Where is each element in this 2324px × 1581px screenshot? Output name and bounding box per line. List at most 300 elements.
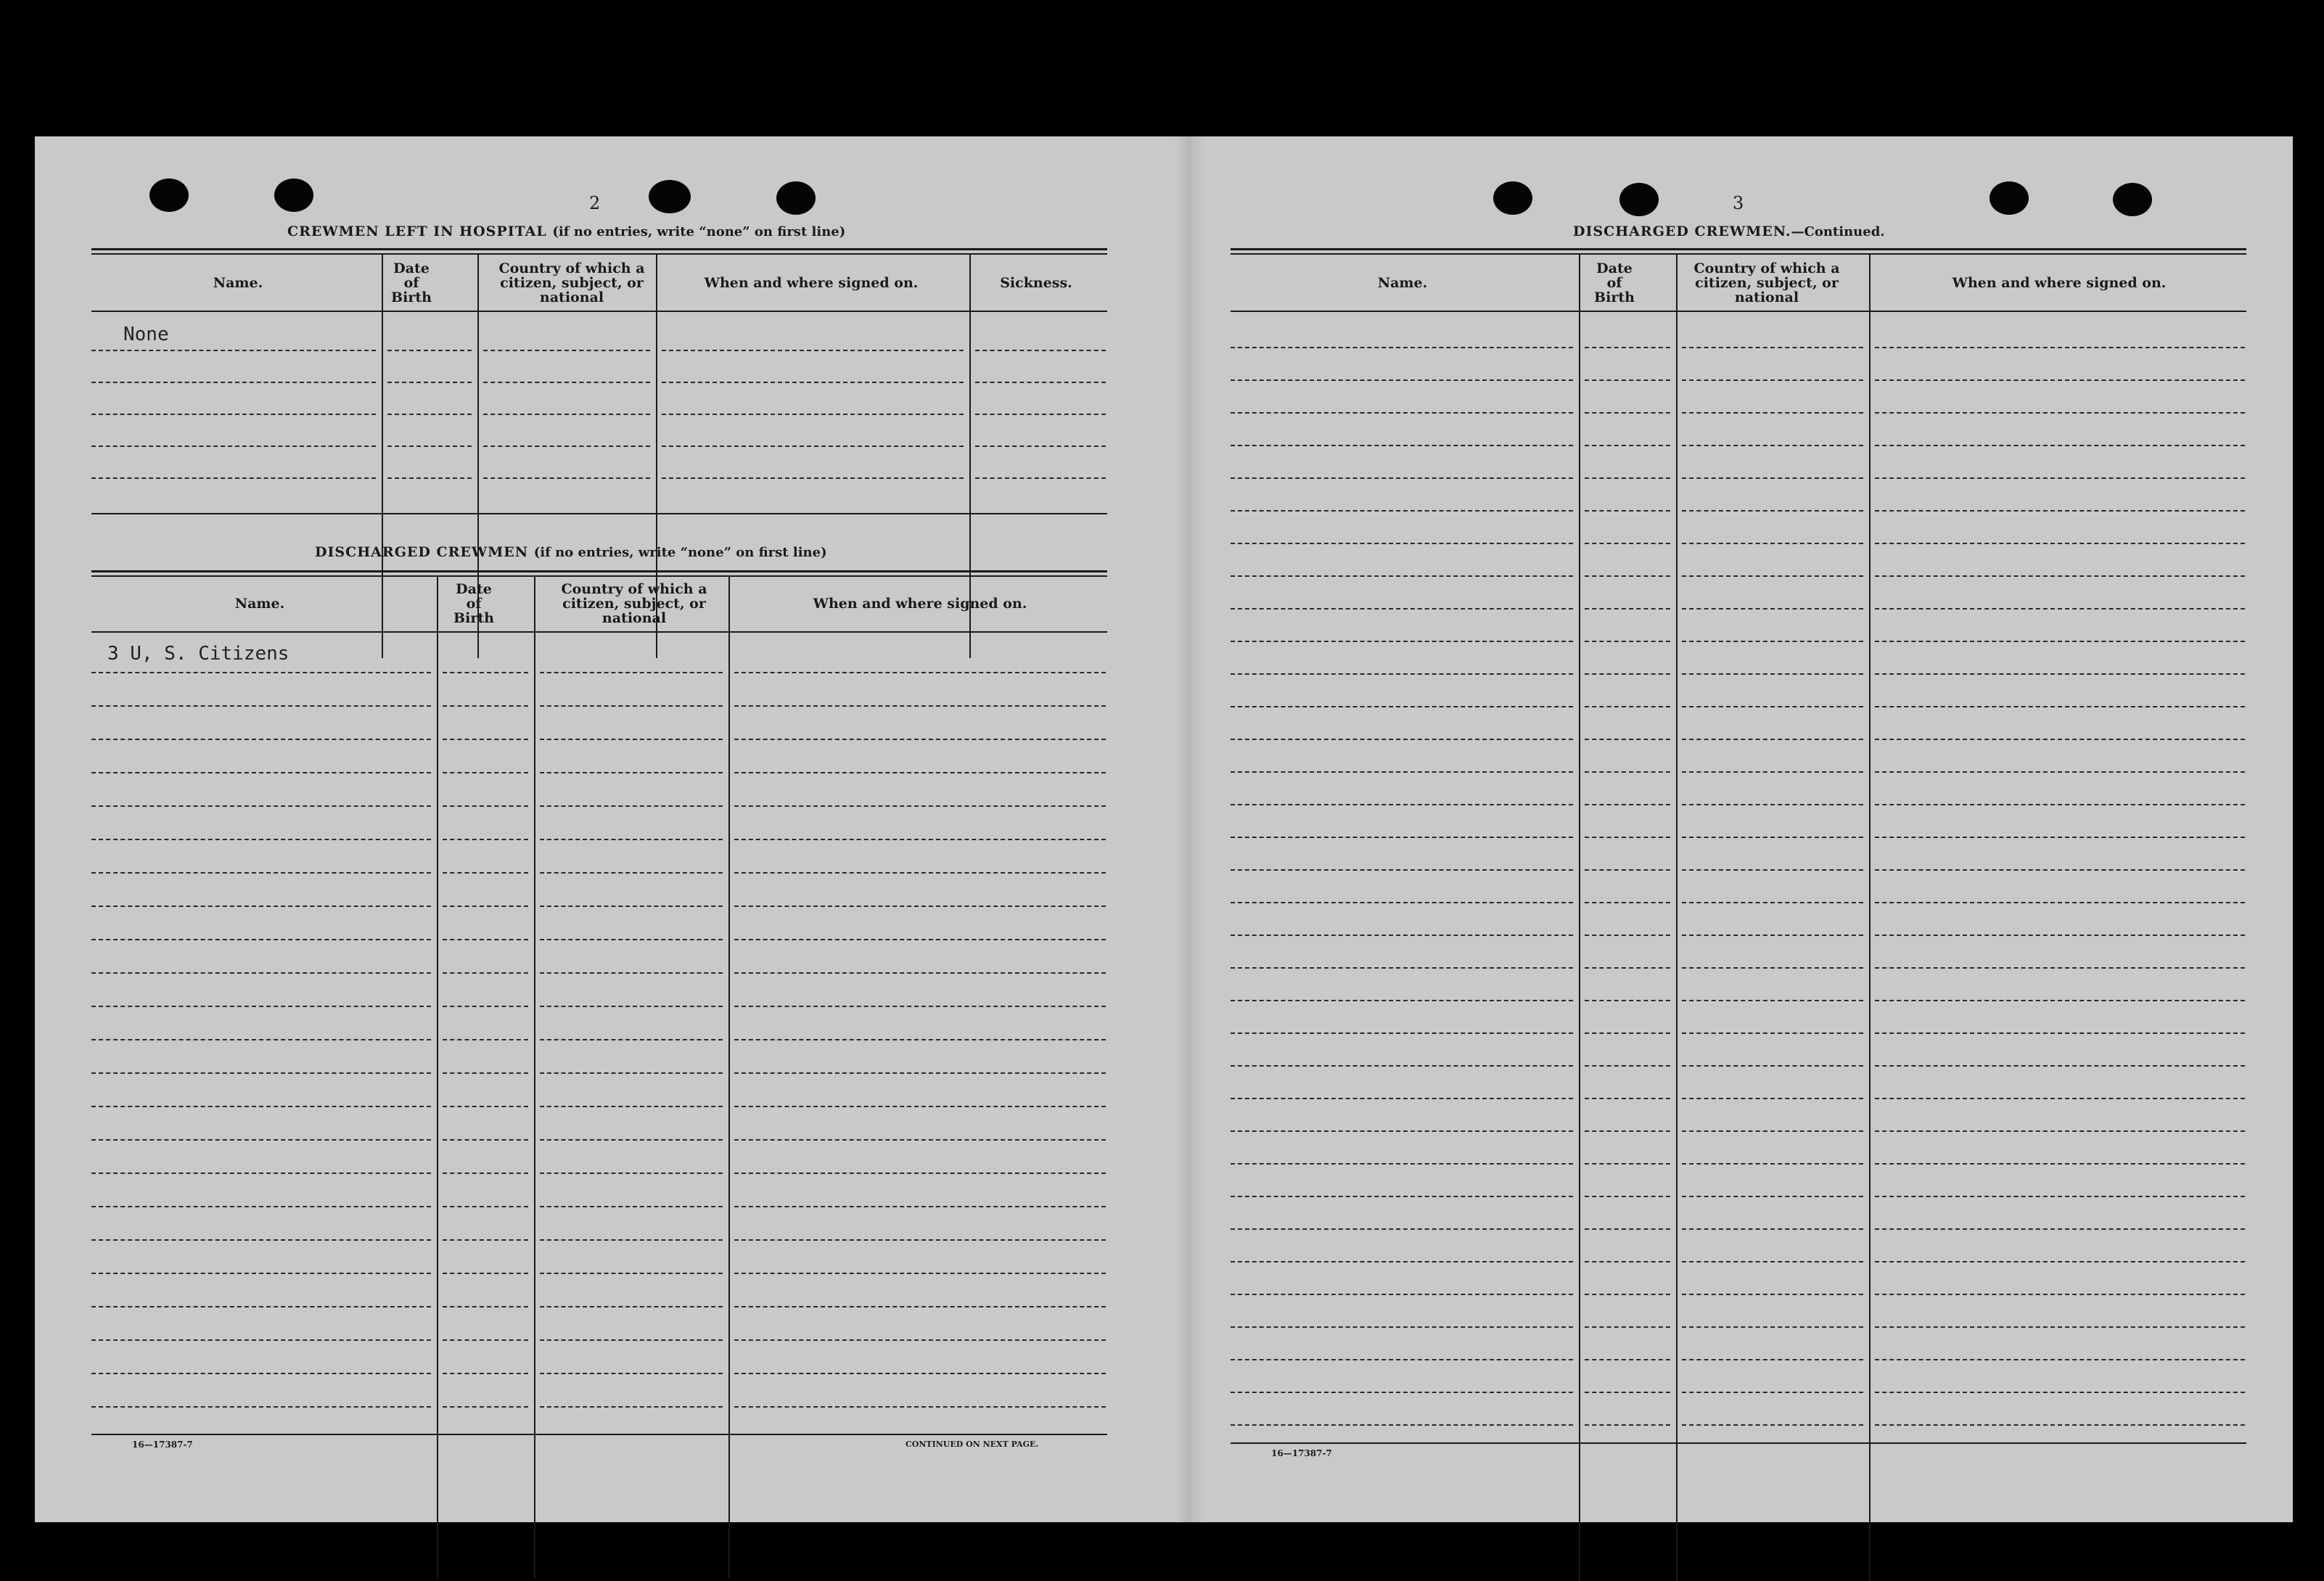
row-line bbox=[1682, 1392, 1863, 1393]
row-line bbox=[1585, 1000, 1670, 1001]
row-line bbox=[443, 939, 528, 940]
row-line bbox=[1682, 412, 1863, 414]
rule bbox=[91, 311, 1107, 312]
right-title-text: DISCHARGED CREWMEN. bbox=[1573, 223, 1791, 239]
row-line bbox=[1682, 967, 1863, 969]
rule bbox=[91, 631, 1107, 633]
row-line bbox=[540, 1306, 723, 1307]
row-line bbox=[975, 350, 1106, 351]
row-line bbox=[1585, 869, 1670, 871]
row-line bbox=[1875, 967, 2245, 969]
row-line bbox=[1231, 1294, 1573, 1295]
row-line bbox=[662, 350, 964, 351]
row-line bbox=[1585, 1032, 1670, 1034]
punch-hole bbox=[274, 178, 313, 212]
punch-hole bbox=[149, 178, 189, 212]
page-number-left: 2 bbox=[589, 193, 601, 213]
row-line bbox=[1231, 1032, 1573, 1034]
row-line bbox=[1875, 641, 2245, 642]
row-line bbox=[540, 1239, 723, 1241]
row-line bbox=[91, 1006, 431, 1007]
row-line bbox=[1875, 1228, 2245, 1230]
row-line bbox=[1875, 673, 2245, 675]
row-line bbox=[734, 1006, 1106, 1007]
row-line bbox=[91, 972, 431, 974]
row-line bbox=[734, 772, 1106, 773]
right-col-signed-on: When and where signed on. bbox=[1952, 275, 2167, 291]
row-line bbox=[1875, 771, 2245, 773]
row-line bbox=[1875, 869, 2245, 871]
row-line bbox=[443, 1273, 528, 1274]
discharged-entry: 3 U, S. Citizens bbox=[107, 643, 290, 665]
row-line bbox=[1682, 445, 1863, 446]
row-line bbox=[1682, 935, 1863, 936]
row-line bbox=[1231, 902, 1573, 903]
hospital-title-text: CREWMEN LEFT IN HOSPITAL bbox=[287, 223, 547, 239]
row-line bbox=[1585, 510, 1670, 512]
row-line bbox=[91, 772, 431, 773]
row-line bbox=[1231, 673, 1573, 675]
row-line bbox=[540, 1139, 723, 1141]
row-line bbox=[1231, 869, 1573, 871]
row-line bbox=[1875, 739, 2245, 740]
continued-note: CONTINUED ON NEXT PAGE. bbox=[906, 1440, 1039, 1449]
column-rule bbox=[437, 577, 438, 1578]
row-line bbox=[1682, 706, 1863, 707]
row-line bbox=[1585, 935, 1670, 936]
row-line bbox=[1682, 869, 1863, 871]
column-rule bbox=[728, 577, 730, 1578]
punch-hole bbox=[1619, 183, 1659, 216]
row-line bbox=[1231, 543, 1573, 544]
row-line bbox=[1585, 575, 1670, 577]
row-line bbox=[91, 906, 431, 907]
rule bbox=[91, 575, 1107, 577]
rule bbox=[91, 570, 1107, 572]
row-line bbox=[540, 1339, 723, 1341]
row-line bbox=[540, 805, 723, 807]
row-line bbox=[443, 1006, 528, 1007]
row-line bbox=[1585, 412, 1670, 414]
hospital-col-country: Country of which a citizen, subject, or national bbox=[498, 260, 645, 305]
row-line bbox=[540, 1072, 723, 1074]
row-line bbox=[483, 350, 650, 351]
row-line bbox=[91, 839, 431, 840]
row-line bbox=[387, 414, 472, 415]
row-line bbox=[1231, 510, 1573, 512]
row-line bbox=[443, 906, 528, 907]
row-line bbox=[1875, 379, 2245, 381]
row-line bbox=[734, 872, 1106, 874]
row-line bbox=[1585, 543, 1670, 544]
page-fold bbox=[1175, 136, 1204, 1522]
row-line bbox=[1231, 1000, 1573, 1001]
hospital-section-title bbox=[287, 223, 845, 239]
row-line bbox=[1585, 1065, 1670, 1067]
row-line bbox=[91, 672, 431, 673]
row-line bbox=[443, 839, 528, 840]
row-line bbox=[734, 1106, 1106, 1107]
row-line bbox=[1875, 510, 2245, 512]
right-col-name: Name. bbox=[1377, 275, 1428, 291]
row-line bbox=[975, 445, 1106, 447]
row-line bbox=[1231, 1392, 1573, 1393]
row-line bbox=[91, 1106, 431, 1107]
row-line bbox=[1875, 347, 2245, 348]
row-line bbox=[1682, 1196, 1863, 1197]
row-line bbox=[1682, 771, 1863, 773]
row-line bbox=[1682, 673, 1863, 675]
row-line bbox=[1682, 510, 1863, 512]
row-line bbox=[975, 414, 1106, 415]
row-line bbox=[1682, 1098, 1863, 1099]
row-line bbox=[1682, 1359, 1863, 1360]
row-line bbox=[1231, 1098, 1573, 1099]
row-line bbox=[1231, 477, 1573, 479]
row-line bbox=[1585, 1392, 1670, 1393]
row-line bbox=[1875, 1359, 2245, 1360]
row-line bbox=[540, 939, 723, 940]
row-line bbox=[1585, 967, 1670, 969]
row-line bbox=[540, 1106, 723, 1107]
row-line bbox=[1585, 1294, 1670, 1295]
row-line bbox=[1231, 347, 1573, 348]
row-line bbox=[734, 1039, 1106, 1040]
row-line bbox=[443, 1072, 528, 1074]
row-line bbox=[443, 1306, 528, 1307]
row-line bbox=[91, 1339, 431, 1341]
row-line bbox=[1231, 837, 1573, 838]
row-line bbox=[91, 1273, 431, 1274]
row-line bbox=[1585, 1098, 1670, 1099]
row-line bbox=[91, 805, 431, 807]
row-line bbox=[734, 1173, 1106, 1174]
row-line bbox=[1875, 1032, 2245, 1034]
row-line bbox=[1682, 1032, 1863, 1034]
row-line bbox=[662, 382, 964, 383]
row-line bbox=[91, 477, 376, 479]
row-line bbox=[734, 939, 1106, 940]
row-line bbox=[1231, 1065, 1573, 1067]
row-line bbox=[1875, 1065, 2245, 1067]
hospital-col-sickness: Sickness. bbox=[1000, 275, 1072, 291]
row-line bbox=[1231, 935, 1573, 936]
row-line bbox=[1682, 1294, 1863, 1295]
right-col-country: Country of which a citizen, subject, or national bbox=[1693, 260, 1840, 305]
column-rule bbox=[534, 577, 535, 1578]
row-line bbox=[1682, 1228, 1863, 1230]
row-line bbox=[734, 906, 1106, 907]
row-line bbox=[1682, 1261, 1863, 1262]
row-line bbox=[975, 477, 1106, 479]
row-line bbox=[91, 1406, 431, 1408]
row-line bbox=[1585, 804, 1670, 805]
row-line bbox=[443, 1106, 528, 1107]
row-line bbox=[1585, 771, 1670, 773]
row-line bbox=[443, 1239, 528, 1241]
row-line bbox=[1585, 608, 1670, 609]
column-rule bbox=[1869, 255, 1871, 1581]
row-line bbox=[1682, 739, 1863, 740]
row-line bbox=[1585, 706, 1670, 707]
row-line bbox=[483, 445, 650, 447]
row-line bbox=[1682, 347, 1863, 348]
row-line bbox=[91, 1206, 431, 1207]
discharged-section-title bbox=[315, 544, 827, 560]
discharged-title-text: DISCHARGED CREWMEN bbox=[315, 544, 529, 560]
row-line bbox=[91, 1072, 431, 1074]
row-line bbox=[734, 839, 1106, 840]
row-line bbox=[1585, 1130, 1670, 1132]
row-line bbox=[1875, 1326, 2245, 1328]
row-line bbox=[734, 805, 1106, 807]
rule bbox=[91, 253, 1107, 255]
row-line bbox=[91, 382, 376, 383]
row-line bbox=[1875, 575, 2245, 577]
row-line bbox=[1875, 543, 2245, 544]
row-line bbox=[1875, 1130, 2245, 1132]
row-line bbox=[1585, 1359, 1670, 1360]
row-line bbox=[1875, 445, 2245, 446]
rule bbox=[91, 248, 1107, 250]
row-line bbox=[91, 872, 431, 874]
row-line bbox=[387, 445, 472, 447]
row-line bbox=[540, 872, 723, 874]
row-line bbox=[540, 772, 723, 773]
row-line bbox=[1231, 771, 1573, 773]
row-line bbox=[1875, 1000, 2245, 1001]
row-line bbox=[387, 477, 472, 479]
discharged-col-dob: Date of Birth bbox=[453, 581, 494, 626]
row-line bbox=[734, 1406, 1106, 1408]
row-line bbox=[1682, 1000, 1863, 1001]
row-line bbox=[540, 1373, 723, 1374]
row-line bbox=[1585, 1163, 1670, 1165]
row-line bbox=[1875, 1424, 2245, 1426]
row-line bbox=[443, 672, 528, 673]
row-line bbox=[540, 1273, 723, 1274]
page-number-right: 3 bbox=[1733, 193, 1744, 213]
row-line bbox=[734, 1206, 1106, 1207]
row-line bbox=[1231, 1163, 1573, 1165]
row-line bbox=[91, 445, 376, 447]
row-line bbox=[1682, 837, 1863, 838]
row-line bbox=[91, 739, 431, 740]
row-line bbox=[1231, 1359, 1573, 1360]
row-line bbox=[540, 972, 723, 974]
row-line bbox=[734, 972, 1106, 974]
row-line bbox=[540, 1206, 723, 1207]
row-line bbox=[734, 1339, 1106, 1341]
punch-hole bbox=[1990, 181, 2029, 215]
row-line bbox=[734, 1373, 1106, 1374]
row-line bbox=[1682, 1065, 1863, 1067]
row-line bbox=[1585, 902, 1670, 903]
row-line bbox=[1585, 445, 1670, 446]
row-line bbox=[1875, 902, 2245, 903]
row-line bbox=[1682, 379, 1863, 381]
row-line bbox=[1231, 706, 1573, 707]
discharged-col-name: Name. bbox=[234, 596, 285, 612]
row-line bbox=[443, 772, 528, 773]
discharged-col-country: Country of which a citizen, subject, or national bbox=[561, 581, 707, 626]
row-line bbox=[1875, 477, 2245, 479]
row-line bbox=[734, 1239, 1106, 1241]
row-line bbox=[1585, 1196, 1670, 1197]
row-line bbox=[734, 1072, 1106, 1074]
form-number-right: 16—17387-7 bbox=[1271, 1448, 1332, 1458]
row-line bbox=[483, 477, 650, 479]
row-line bbox=[1231, 412, 1573, 414]
row-line bbox=[734, 1273, 1106, 1274]
row-line bbox=[483, 382, 650, 383]
hospital-instruction: (if no entries, write “none” on first line) bbox=[552, 224, 846, 239]
row-line bbox=[1231, 739, 1573, 740]
row-line bbox=[91, 414, 376, 415]
row-line bbox=[1682, 804, 1863, 805]
row-line bbox=[540, 839, 723, 840]
row-line bbox=[540, 705, 723, 707]
row-line bbox=[443, 872, 528, 874]
row-line bbox=[387, 382, 472, 383]
punch-hole bbox=[2113, 183, 2152, 216]
right-col-dob: Date of Birth bbox=[1594, 260, 1635, 305]
row-line bbox=[91, 1139, 431, 1141]
row-line bbox=[443, 972, 528, 974]
row-line bbox=[540, 739, 723, 740]
document-sheet bbox=[35, 136, 2293, 1522]
row-line bbox=[662, 414, 964, 415]
row-line bbox=[734, 739, 1106, 740]
hospital-col-signed-on: When and where signed on. bbox=[704, 275, 919, 291]
row-line bbox=[1875, 412, 2245, 414]
row-line bbox=[540, 1006, 723, 1007]
rule bbox=[1231, 1442, 2246, 1444]
row-line bbox=[1231, 1326, 1573, 1328]
row-line bbox=[1585, 1261, 1670, 1262]
row-line bbox=[1231, 804, 1573, 805]
row-line bbox=[1585, 837, 1670, 838]
row-line bbox=[483, 414, 650, 415]
row-line bbox=[443, 1039, 528, 1040]
punch-hole bbox=[649, 180, 691, 213]
row-line bbox=[91, 1173, 431, 1174]
row-line bbox=[1682, 477, 1863, 479]
row-line bbox=[387, 350, 472, 351]
row-line bbox=[91, 1239, 431, 1241]
row-line bbox=[1682, 1130, 1863, 1132]
row-line bbox=[443, 1206, 528, 1207]
row-line bbox=[662, 445, 964, 447]
row-line bbox=[91, 1306, 431, 1307]
rule bbox=[1231, 248, 2246, 250]
row-line bbox=[734, 705, 1106, 707]
row-line bbox=[1231, 445, 1573, 446]
row-line bbox=[1875, 935, 2245, 936]
row-line bbox=[1231, 967, 1573, 969]
row-line bbox=[443, 739, 528, 740]
row-line bbox=[975, 382, 1106, 383]
row-line bbox=[1585, 673, 1670, 675]
right-section-title bbox=[1573, 223, 1885, 239]
rule bbox=[91, 1434, 1107, 1435]
rule bbox=[91, 513, 1107, 514]
row-line bbox=[1682, 543, 1863, 544]
row-line bbox=[1231, 379, 1573, 381]
row-line bbox=[1875, 1392, 2245, 1393]
row-line bbox=[1682, 1326, 1863, 1328]
rule bbox=[1231, 311, 2246, 312]
row-line bbox=[1682, 575, 1863, 577]
row-line bbox=[1231, 1261, 1573, 1262]
row-line bbox=[540, 906, 723, 907]
row-line bbox=[1585, 1326, 1670, 1328]
row-line bbox=[1875, 608, 2245, 609]
row-line bbox=[1875, 804, 2245, 805]
row-line bbox=[1875, 1294, 2245, 1295]
row-line bbox=[1682, 1163, 1863, 1165]
row-line bbox=[1875, 1196, 2245, 1197]
row-line bbox=[662, 477, 964, 479]
row-line bbox=[91, 350, 376, 351]
form-number-left: 16—17387-7 bbox=[132, 1440, 193, 1450]
row-line bbox=[1231, 1130, 1573, 1132]
row-line bbox=[540, 1173, 723, 1174]
row-line bbox=[1231, 575, 1573, 577]
row-line bbox=[1231, 1196, 1573, 1197]
row-line bbox=[1875, 1098, 2245, 1099]
row-line bbox=[1682, 902, 1863, 903]
row-line bbox=[1231, 1228, 1573, 1230]
row-line bbox=[734, 1306, 1106, 1307]
row-line bbox=[1231, 641, 1573, 642]
discharged-col-signed-on: When and where signed on. bbox=[813, 596, 1027, 612]
row-line bbox=[91, 1373, 431, 1374]
hospital-entry-none: None bbox=[123, 324, 169, 345]
row-line bbox=[1682, 641, 1863, 642]
row-line bbox=[91, 705, 431, 707]
row-line bbox=[91, 939, 431, 940]
row-line bbox=[1585, 477, 1670, 479]
row-line bbox=[443, 1339, 528, 1341]
row-line bbox=[443, 1139, 528, 1141]
column-rule bbox=[1579, 255, 1580, 1581]
row-line bbox=[1231, 1424, 1573, 1426]
column-rule bbox=[1676, 255, 1678, 1581]
row-line bbox=[1682, 1424, 1863, 1426]
right-title-suffix: —Continued. bbox=[1791, 224, 1885, 239]
row-line bbox=[443, 1373, 528, 1374]
row-line bbox=[443, 805, 528, 807]
discharged-instruction: (if no entries, write “none” on first line) bbox=[533, 545, 827, 560]
row-line bbox=[1875, 1163, 2245, 1165]
row-line bbox=[443, 1173, 528, 1174]
row-line bbox=[1875, 837, 2245, 838]
row-line bbox=[540, 1406, 723, 1408]
rule bbox=[1231, 253, 2246, 255]
row-line bbox=[540, 672, 723, 673]
row-line bbox=[1585, 347, 1670, 348]
punch-hole bbox=[1493, 181, 1532, 215]
row-line bbox=[1875, 1261, 2245, 1262]
row-line bbox=[443, 705, 528, 707]
row-line bbox=[1585, 739, 1670, 740]
row-line bbox=[734, 1139, 1106, 1141]
row-line bbox=[734, 672, 1106, 673]
punch-hole bbox=[776, 181, 816, 215]
hospital-col-dob: Date of Birth bbox=[391, 260, 432, 305]
row-line bbox=[1585, 641, 1670, 642]
